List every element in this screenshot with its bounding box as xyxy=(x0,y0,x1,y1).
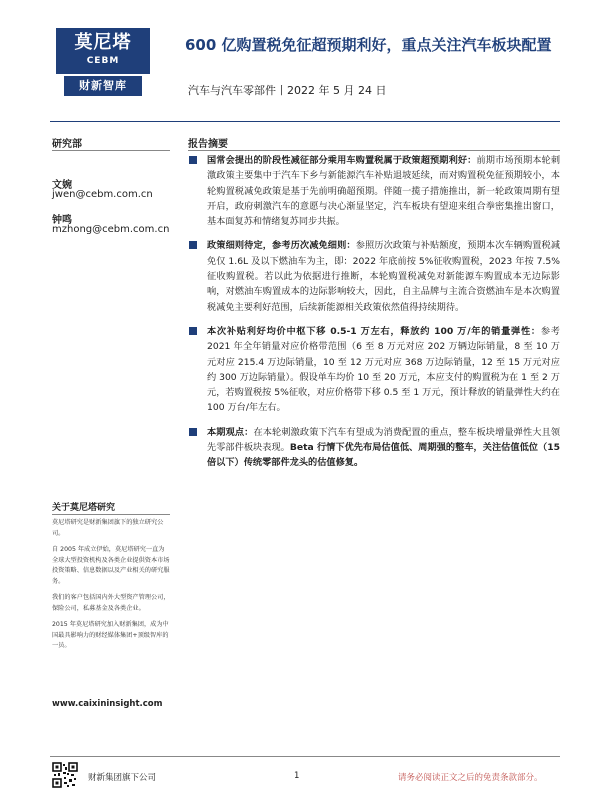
cebm-logo xyxy=(56,28,150,98)
report-title: 600 亿购置税免征超预期利好，重点关注汽车板块配置 xyxy=(185,36,552,54)
bullet-text: 参考 2021 年全年销量对应价格带范围（6 至 8 万元对应 202 万辆边际销量，8 至 10 万元对应 215.4 万边际销量，10 至 12 万元对应 368 万边际销量，12 至 15 万元对应约 300 万边际销量）。假设单车均价 10 至 20 万元，本应支付的购置税为在 1 至 2 万元，若购置税按 5%征收，对应价格带下移 0.5 至 1 万元，预计释放的销量弹性大约在 100 万台/年左右。 xyxy=(207,325,560,414)
summary-bullet xyxy=(188,153,560,229)
website-link[interactable]: www.caixininsight.com xyxy=(52,699,163,709)
bullet-bold-conclusion: Beta 行情下优先布局估值低、周期强的整车，关注估值低位（15 倍以下）传统零部件龙头的估值修复。 xyxy=(207,442,561,469)
about-paragraph: 自 2005 年成立伊始，莫尼塔研究一直为全球大型投资机构及各类企业提供资本市场投资策略、信息数据以及产业相关的研究服务。 xyxy=(52,546,170,585)
report-subtitle: 汽车与汽车零部件丨2022 年 5 月 24 日 xyxy=(188,84,387,97)
research-dept-heading: 研究部 xyxy=(52,139,82,150)
summary-bullet xyxy=(188,324,560,416)
page-number: 1 xyxy=(294,771,300,781)
about-paragraph: 莫尼塔研究是财新集团旗下的独立研究公司。 xyxy=(52,519,164,537)
square-bullet-icon xyxy=(189,156,197,164)
logo-cn-text: 莫尼塔 xyxy=(74,32,132,53)
summary-bullet xyxy=(188,425,560,471)
qr-code-icon xyxy=(52,762,78,788)
logo-en-text: CEBM xyxy=(86,56,120,66)
about-rule xyxy=(52,514,170,515)
summary-heading: 报告摘要 xyxy=(188,139,228,150)
bullet-bold: 政策细则待定，参考历次减免细则： xyxy=(207,240,356,252)
bullet-bold: 国常会提出的阶段性减征部分乘用车购置税属于政策超预期利好： xyxy=(207,155,477,166)
research-dept-rule xyxy=(52,150,170,151)
about-heading: 关于莫尼塔研究 xyxy=(52,503,116,513)
about-paragraph: 2015 年莫尼塔研究加入财新集团，成为中国最具影响力的财经媒体集团+顶级智库的一员。 xyxy=(52,621,169,649)
bullet-text: 参照历次政策与补贴额度，预期本次车辆购置税减免仅 1.6L 及以下燃油车为主，即：2022 年底前按 5%征收购置税，2023 年按 7.5%征收购置税。若以此为依据进行推断，本轮购置税减免对新能源车购置成本无边际影响，对燃油车购置成本的边际影响较大，因此，自主品牌与主流合资燃油车是本次购置税减免主要利好范围，后续新能源相关政策依然值得持续期待。 xyxy=(207,240,561,313)
bullet-bold: 本次补贴利好均价中枢下移 0.5-1 万左右，释放约 100 万/年的销量弹性： xyxy=(207,325,541,337)
bullet-bold: 本期观点： xyxy=(207,426,254,438)
footer-company: 财新集团旗下公司 xyxy=(88,773,157,783)
bullet-text: 在本轮刺激政策下汽车有望成为消费配置的重点，整车板块增量弹性大且领先零部件板块表现。 xyxy=(207,426,561,454)
square-bullet-icon xyxy=(189,241,197,249)
about-text xyxy=(52,518,170,658)
square-bullet-icon xyxy=(189,428,197,436)
header-divider xyxy=(50,121,560,122)
logo-sub-text: 财新智库 xyxy=(64,76,142,96)
logo-block xyxy=(56,28,150,74)
bullet-text: 前期市场预期本轮刺激政策主要集中于汽车下乡与新能源汽车补贴退坡延续，而对购置税免征预期较小，本轮购置税减免政策是基于先前明确超预期。伴随一揽子措施推出，新一轮政策周期有望开启，政府刺激汽车的意愿与决心渐显坚定，汽车板块有望迎来组合拳密集推出窗口，基本面复苏和情绪复苏同步共振。 xyxy=(207,155,561,228)
summary-bullet xyxy=(188,238,560,314)
summary-bullets xyxy=(188,153,560,480)
analyst-name: 文婉 xyxy=(52,180,72,191)
about-paragraph: 我们的客户包括国内外大型资产管理公司，保险公司，私募基金及各类企业。 xyxy=(52,594,170,612)
analyst-email[interactable]: mzhong@cebm.com.cn xyxy=(52,224,170,235)
square-bullet-icon xyxy=(189,327,197,335)
footer-disclaimer: 请务必阅读正文之后的免责条款部分。 xyxy=(398,773,543,783)
analyst-email[interactable]: jwen@cebm.com.cn xyxy=(52,189,153,200)
footer-divider xyxy=(50,756,560,757)
summary-rule xyxy=(188,150,560,151)
analyst-name: 钟鸣 xyxy=(52,215,72,226)
